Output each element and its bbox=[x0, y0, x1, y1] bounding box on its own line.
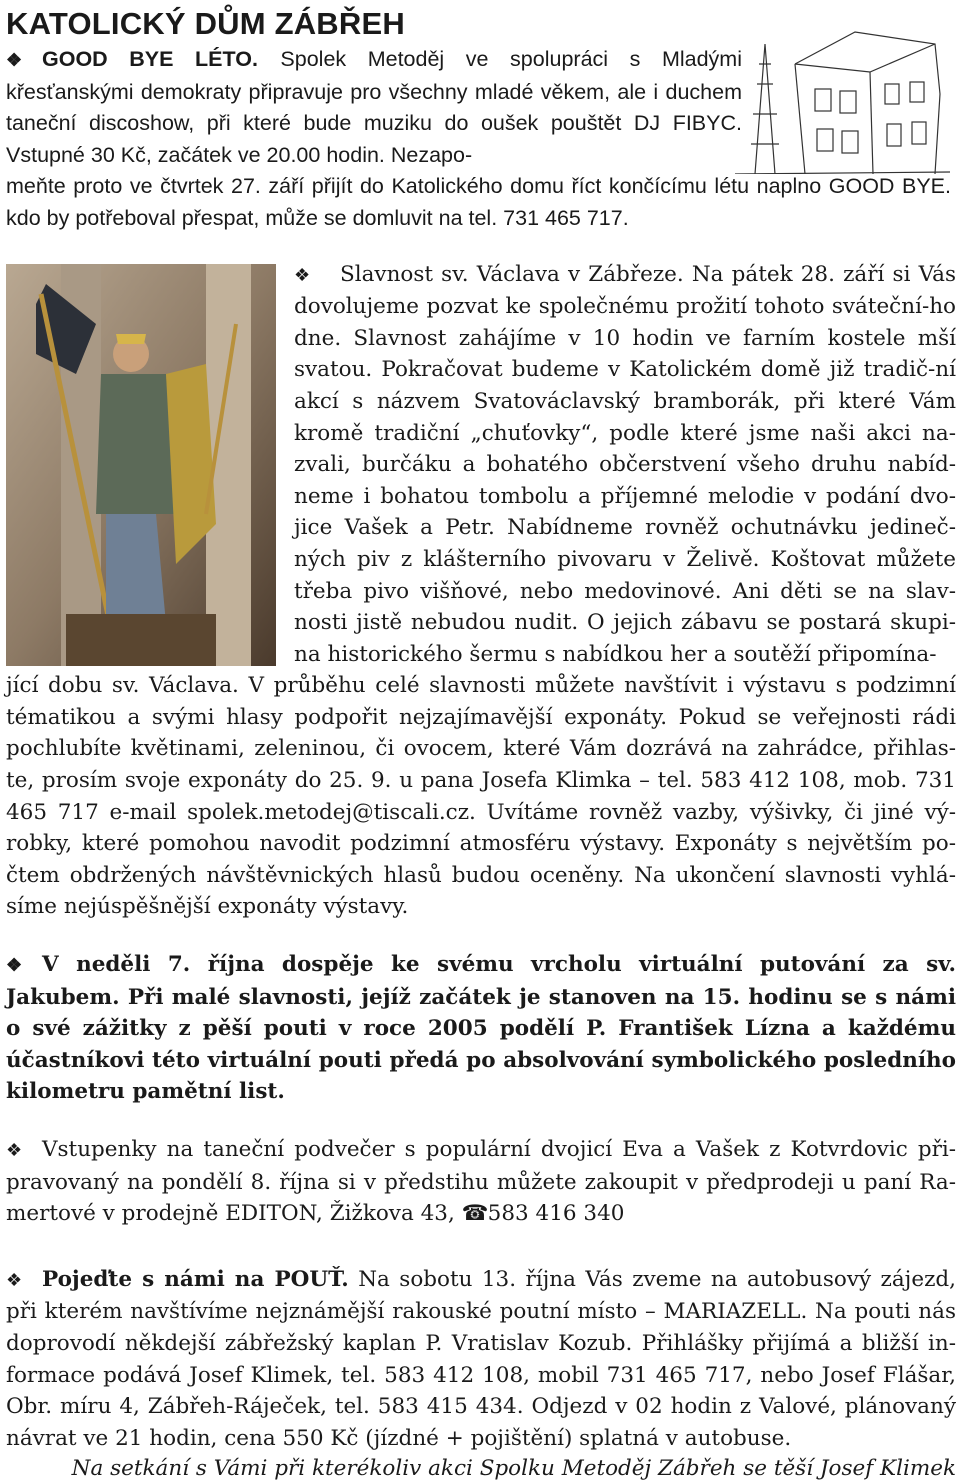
section-goodbye-paragraph-a bbox=[6, 44, 742, 171]
phone-icon: ☎ bbox=[461, 1201, 489, 1227]
house-sketch bbox=[735, 24, 950, 174]
section-tickets bbox=[6, 1134, 956, 1230]
statue-photo bbox=[6, 264, 276, 666]
section-wenceslas-text-first: ❖ Slavnost sv. Václava v Zábřeze. Na pátek 28. září si Vás dovolujeme pozvat ke společnému prožití tohoto sváteční-ho dne. Slavnost zahájíme v 10 hodin ve farním kostele mší svatou. Pokračovat budeme v Katolickém domě již tradič-ní akcí s názvem Svatováclavský bramborák, při které Vám kromě tradiční „chuťovky“, podle které jsme naši akci na-zvali, burčáku a bohatého občerstvení všeho druhu nabíd-neme i bohatou tombolu a příjemné melodie v podání dvo-jice Vašek a Petr. Nabídneme rovněž ochutnávku jedineč-ných piv z klášterního pivovaru v Želivě. Koštovat můžete třeba pivo višňové, nebo medovinové. Ani děti se na slav-nosti jistě nebudou nudit. O jejich zábavu se postará skupi-na historického šermu s nabídkou her a soutěží připomína- bbox=[294, 259, 956, 671]
section-tickets-text: Vstupenky na taneční podvečer s populární dvojicí Eva a Vašek z Kotvrdovic při-pravovaný na pondělí 8. října si v předstihu můžete zakoupit v předprodeji u paní Ra-mertové v prodejně EDITON, Žižkova 43, bbox=[6, 1137, 956, 1227]
section-pilgrimage-text: V neděli 7. října dospěje ke svému vrcholu virtuální putování za sv. Jakubem. Při malé slavnosti, jejíž začátek je stanoven na 15. hodinu se s námi o své zážitky z pěší pouti v roce 2005 podělí P. František Lízna a každému účastníkovi této virtuální pouti předá po absolvování symbolického posledního kilometru pamětní list. bbox=[6, 952, 956, 1105]
section-goodbye-lead: ❖ GOOD BYE LÉTO. bbox=[6, 47, 258, 71]
section-trip-text: Na sobotu 13. října Vás zveme na autobusový zájezd, při kterém navštívíme nejznámější rakouské poutní místo – MARIAZELL. Na pouti nás doprovodí někdejší zábřežský kaplan P. Vratislav Kozub. Přihlášky přijímá a bližší in-formace podává Josef Klimek, tel. 583 412 108, mobil 731 465 717, nebo Josef Flášar, Obr. míru 4, Zábřeh-Ráječek, tel. 583 415 434. Odjezd v 02 hodin z Valové, plánovaný návrat ve 21 hodin, cena 550 Kč (jízdné + pojištění) splatná v autobuse. bbox=[6, 1266, 956, 1451]
page bbox=[6, 0, 956, 1484]
page-title: KATOLICKÝ DŮM ZÁBŘEH bbox=[6, 6, 405, 41]
section-pilgrimage-virtual bbox=[6, 949, 956, 1108]
section-trip-lead: Pojeďte s námi na POUŤ. bbox=[42, 1266, 349, 1292]
section-pilgrimage-trip bbox=[6, 1264, 956, 1455]
section-goodbye-text-a: Spolek Metoděj ve spolupráci s Mladými křesťanskými demokraty připravuje pro všechny mladé věkem, ale i duchem taneční discoshow, při které bude muziku do oušek pouštět DJ FIBYC. Vstupné 30 Kč, začátek ve 20.00 hodin. Nezapo- bbox=[6, 47, 742, 167]
signature: Na setkání s Vámi při kterékoliv akci Spolku Metoděj Zábřeh se těší Josef Klimek bbox=[71, 1456, 956, 1482]
section-wenceslas-text-rest: jící dobu sv. Václava. V průběhu celé slavnosti můžete navštívit i výstavu s podzimní tématikou a svými hlasy podpořit nejzajímavější exponáty. Pokud se veřejnosti rádi pochlubíte květinami, zeleninou, či ovocem, které Vám dozrává na zahrádce, přihlas-te, prosím svoje exponáty do 25. 9. u pana Josefa Klimka – tel. 583 412 108, mob. 731 465 717 e-mail spolek.metodej@tiscali.cz. Uvítáme rovněž vazby, výšivky, či jiné vý-robky, které pomohou navodit podzimní atmosféru výstavy. Exponáty s největším po-čtem obdržených návštěvnických hlasů budou oceněny. Na ukončení slavnosti vyhlá-síme nejúspěšnější exponáty výstavy. bbox=[6, 673, 956, 920]
section-goodbye-text-b: meňte proto ve čtvrtek 27. září přijít do Katolického domu říct končícímu létu naplno GOOD BYE. kdo by potřeboval přespat, může se domluvit na tel. 731 465 717. bbox=[6, 174, 951, 230]
section-tickets-phone: 583 416 340 bbox=[487, 1201, 625, 1227]
